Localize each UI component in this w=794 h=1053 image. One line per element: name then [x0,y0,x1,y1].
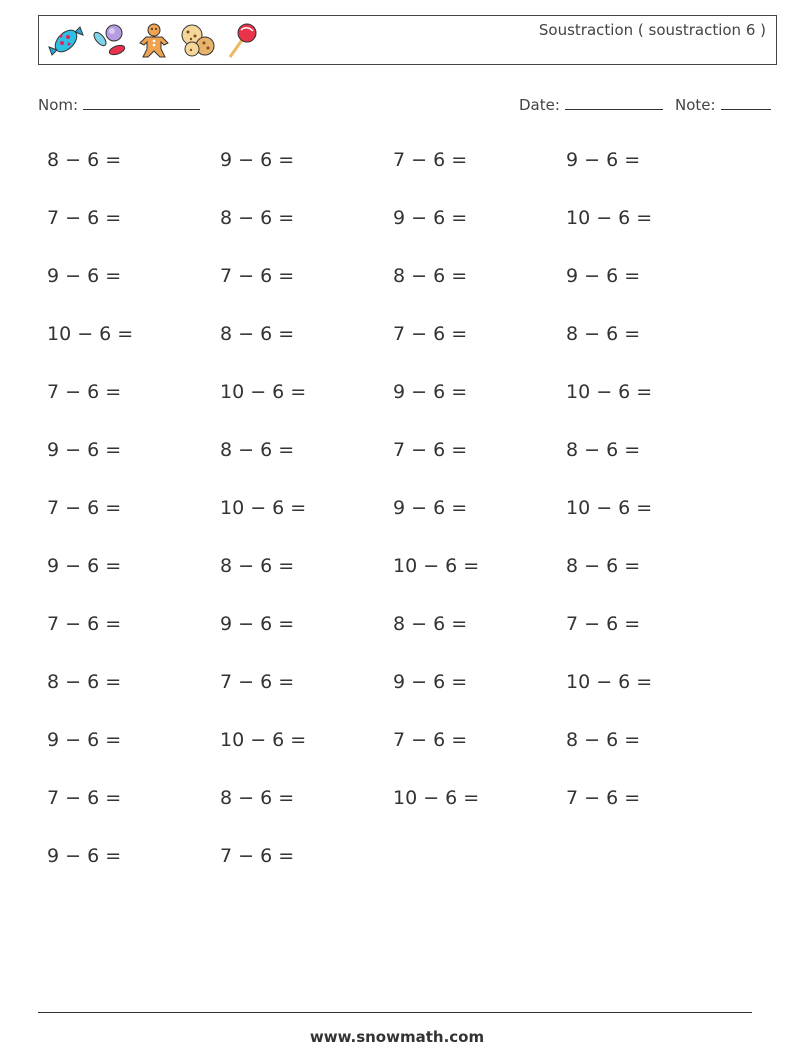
problem-34: 9 − 6 = [220,613,295,635]
problem-3: 7 − 6 = [393,149,468,171]
problem-5: 7 − 6 = [47,207,122,229]
problem-9: 9 − 6 = [47,265,122,287]
problem-45: 7 − 6 = [47,787,122,809]
problem-6: 8 − 6 = [220,207,295,229]
note-line [721,94,771,110]
problem-35: 8 − 6 = [393,613,468,635]
problem-50: 7 − 6 = [220,845,295,867]
problem-13: 10 − 6 = [47,323,134,345]
worksheet-header [38,15,777,65]
problem-46: 8 − 6 = [220,787,295,809]
problem-17: 7 − 6 = [47,381,122,403]
problem-27: 9 − 6 = [393,497,468,519]
problem-21: 9 − 6 = [47,439,122,461]
sweets-icon [90,21,130,61]
problem-2: 9 − 6 = [220,149,295,171]
problem-40: 10 − 6 = [566,671,653,693]
problem-10: 7 − 6 = [220,265,295,287]
cookies-icon [178,21,218,61]
problem-41: 9 − 6 = [47,729,122,751]
problem-33: 7 − 6 = [47,613,122,635]
problem-14: 8 − 6 = [220,323,295,345]
problem-20: 10 − 6 = [566,381,653,403]
problem-19: 9 − 6 = [393,381,468,403]
problem-16: 8 − 6 = [566,323,641,345]
note-label: Note: [675,96,716,114]
note-field [675,94,771,114]
problem-24: 8 − 6 = [566,439,641,461]
problem-37: 8 − 6 = [47,671,122,693]
problem-18: 10 − 6 = [220,381,307,403]
problem-22: 8 − 6 = [220,439,295,461]
problem-23: 7 − 6 = [393,439,468,461]
problem-8: 10 − 6 = [566,207,653,229]
date-field [519,94,663,114]
footer-divider [38,1012,752,1013]
footer-website: www.snowmath.com [309,1028,485,1046]
problems-grid [47,140,739,894]
problem-30: 8 − 6 = [220,555,295,577]
candy-icons [46,20,262,62]
problem-47: 10 − 6 = [393,787,480,809]
problem-26: 10 − 6 = [220,497,307,519]
lollipop-icon [222,21,262,61]
problem-48: 7 − 6 = [566,787,641,809]
date-line [565,94,663,110]
problem-32: 8 − 6 = [566,555,641,577]
problem-49: 9 − 6 = [47,845,122,867]
problem-29: 9 − 6 = [47,555,122,577]
date-label: Date: [519,96,560,114]
problem-15: 7 − 6 = [393,323,468,345]
name-label: Nom: [38,96,79,114]
problem-39: 9 − 6 = [393,671,468,693]
name-field [38,94,200,114]
problem-25: 7 − 6 = [47,497,122,519]
gingerbread-man-icon [134,21,174,61]
worksheet-title: Soustraction ( soustraction 6 ) [538,21,766,39]
problem-11: 8 − 6 = [393,265,468,287]
candy-icon [46,21,86,61]
problem-31: 10 − 6 = [393,555,480,577]
problem-42: 10 − 6 = [220,729,307,751]
problem-38: 7 − 6 = [220,671,295,693]
name-line [83,94,200,110]
problem-44: 8 − 6 = [566,729,641,751]
problem-4: 9 − 6 = [566,149,641,171]
problem-12: 9 − 6 = [566,265,641,287]
problem-28: 10 − 6 = [566,497,653,519]
problem-36: 7 − 6 = [566,613,641,635]
problem-7: 9 − 6 = [393,207,468,229]
problem-43: 7 − 6 = [393,729,468,751]
problem-1: 8 − 6 = [47,149,122,171]
